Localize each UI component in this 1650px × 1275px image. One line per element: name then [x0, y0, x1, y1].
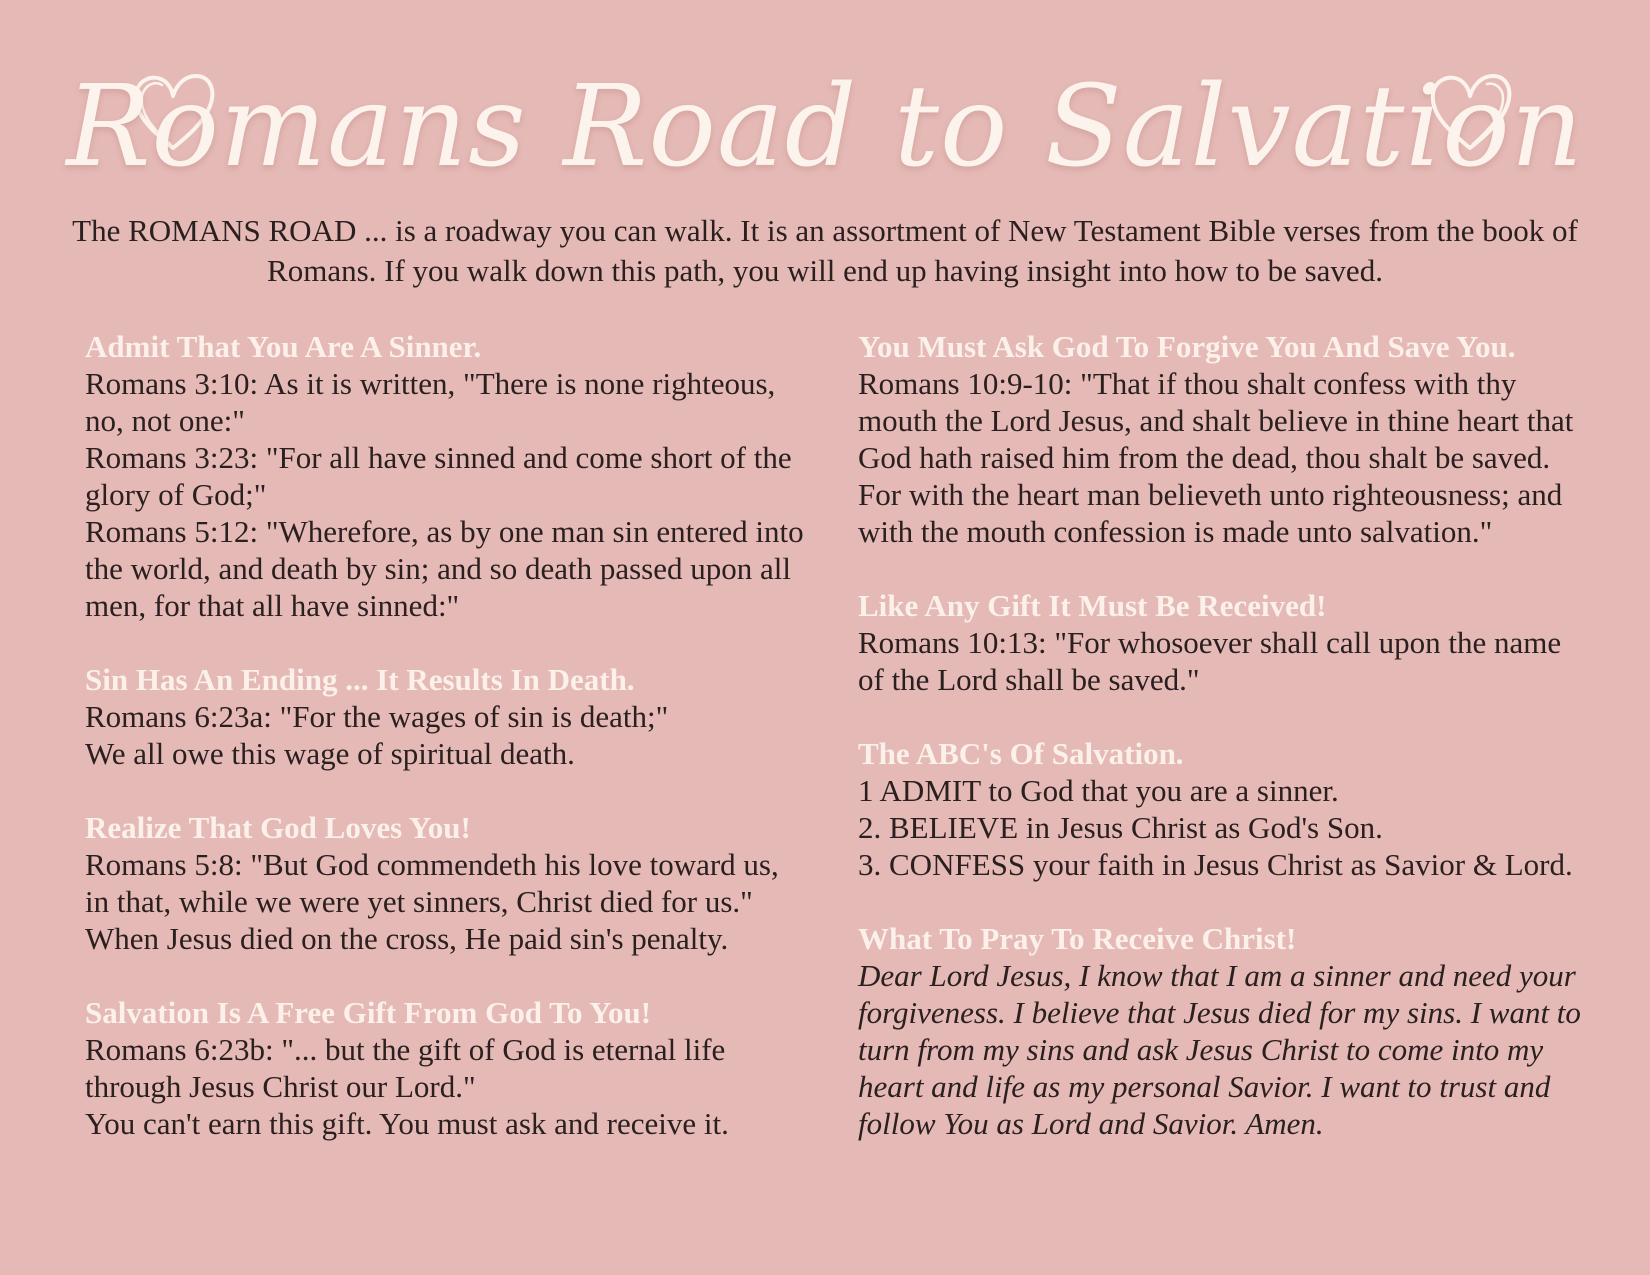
verse-line: Romans 6:23a: "For the wages of sin is death;" [85, 699, 669, 734]
left-column [85, 328, 805, 1179]
title-row [0, 52, 1650, 202]
section-prayer [858, 920, 1588, 1142]
verse-line: Romans 10:9-10: "That if thou shalt confess with thy mouth the Lord Jesus, and shalt believe in thine heart that God hath raised him from the dead, thou shalt be saved. For with the heart man believeth unto righteousness; and with the mouth confession is made unto salvation." [858, 366, 1574, 549]
section-heading: Sin Has An Ending ... It Results In Death. [85, 662, 635, 697]
verse-line: Romans 6:23b: "... but the gift of God is eternal life through Jesus Christ our Lord." [85, 1032, 726, 1104]
section-heading: Realize That God Loves You! [85, 810, 471, 845]
section-heading: Like Any Gift It Must Be Received! [858, 588, 1327, 623]
section-sin-ending [85, 661, 805, 772]
section-heading: Salvation Is A Free Gift From God To You! [85, 995, 652, 1030]
verse-line: Romans 3:23: "For all have sinned and come short of the glory of God;" [85, 440, 792, 512]
right-column [858, 328, 1588, 1179]
verse-line: Romans 10:13: "For whosoever shall call upon the name of the Lord shall be saved." [858, 625, 1562, 697]
heart-icon [1425, 66, 1515, 161]
section-heading: You Must Ask God To Forgive You And Save You. [858, 329, 1516, 364]
section-heading: What To Pray To Receive Christ! [858, 921, 1297, 956]
verse-line: Romans 5:8: "But God commendeth his love toward us, in that, while we were yet sinners, Christ died for us." [85, 847, 779, 919]
verse-line: We all owe this wage of spiritual death. [85, 736, 575, 771]
section-abcs [858, 735, 1588, 883]
verse-line: Romans 5:12: "Wherefore, as by one man sin entered into the world, and death by sin; and so death passed upon all men, for that all have sinned:" [85, 514, 804, 623]
prayer-text: Dear Lord Jesus, I know that I am a sinner and need your forgiveness. I believe that Jesus died for my sins. I want to turn from my sins and ask Jesus Christ to come into my heart and life as my personal Savior. I want to trust and follow You as Lord and Savior. Amen. [858, 958, 1581, 1141]
section-heading: Admit That You Are A Sinner. [85, 329, 482, 364]
section-god-loves-you [85, 809, 805, 957]
verse-line: When Jesus died on the cross, He paid sin's penalty. [85, 921, 729, 956]
page-title: Romans Road to Salvation [66, 62, 1584, 192]
verse-line: You can't earn this gift. You must ask and receive it. [85, 1106, 729, 1141]
verse-line: Romans 3:10: As it is written, "There is none righteous, no, not one:" [85, 366, 776, 438]
section-admit-sinner [85, 328, 805, 624]
section-heading: The ABC's Of Salvation. [858, 736, 1184, 771]
section-ask-forgiveness [858, 328, 1588, 550]
intro-paragraph: The ROMANS ROAD ... is a roadway you can walk. It is an assortment of New Testament Bible verses from the book of Romans. If you walk down this path, you will end up having insight into how to be saved. [72, 213, 1578, 288]
abc-step: 3. CONFESS your faith in Jesus Christ as Savior & Lord. [858, 847, 1573, 882]
section-free-gift [85, 994, 805, 1142]
abc-step: 1 ADMIT to God that you are a sinner. [858, 773, 1339, 808]
abc-step: 2. BELIEVE in Jesus Christ as God's Son. [858, 810, 1383, 845]
section-gift-received [858, 587, 1588, 698]
